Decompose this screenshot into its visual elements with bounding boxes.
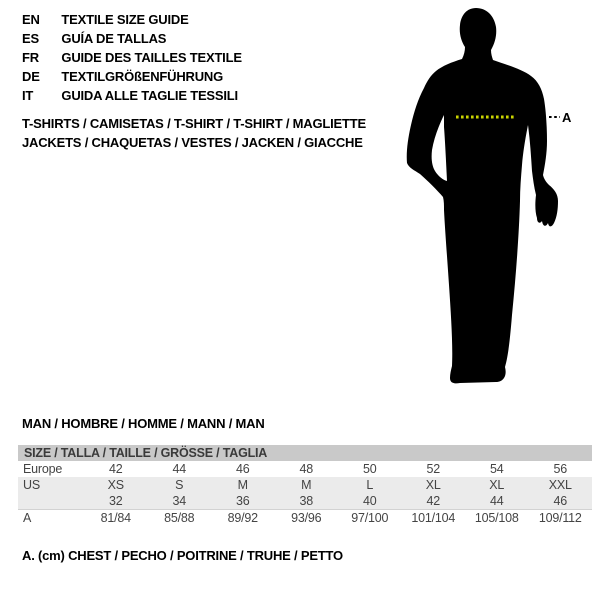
size-cell: 101/104 <box>402 510 466 527</box>
size-cell: 109/112 <box>529 510 593 527</box>
size-cell: 50 <box>362 462 377 476</box>
language-code: ES <box>22 31 39 46</box>
language-title: TEXTILGRÖßENFÜHRUNG <box>61 69 224 84</box>
row-label <box>18 493 84 510</box>
size-table-header: SIZE / TALLA / TAILLE / GRÖSSE / TAGLIA <box>18 445 592 461</box>
language-row-es <box>22 29 242 48</box>
size-cell: 36 <box>235 494 250 508</box>
language-title: GUIDE DES TAILLES TEXTILE <box>61 50 242 65</box>
size-cell: 81/84 <box>84 510 148 527</box>
size-cell: 44 <box>172 462 186 476</box>
table-row-europe <box>18 461 592 477</box>
size-cell: 93/96 <box>275 510 339 527</box>
garment-types <box>22 114 366 152</box>
language-code: FR <box>22 50 39 65</box>
table-row-us <box>18 477 592 493</box>
language-code: IT <box>22 88 34 103</box>
size-cell: 54 <box>489 462 504 476</box>
size-cell: 46 <box>553 494 567 508</box>
size-cell: 56 <box>553 462 567 476</box>
language-row-it <box>22 86 242 105</box>
language-row-en <box>22 10 242 29</box>
size-cell: L <box>366 478 374 492</box>
row-label: Europe <box>23 462 63 476</box>
language-code: DE <box>22 69 40 84</box>
size-cell: S <box>175 478 184 492</box>
size-cell: 105/108 <box>465 510 529 527</box>
measurement-footnote: A. (cm) CHEST / PECHO / POITRINE / TRUHE / PETTO <box>22 548 343 563</box>
size-cell: XL <box>425 478 441 492</box>
size-cell: 48 <box>299 462 313 476</box>
garment-line-jackets: JACKETS / CHAQUETAS / VESTES / JACKEN / GIACCHE <box>22 135 363 150</box>
language-row-fr <box>22 48 242 67</box>
table-row-numeric <box>18 493 592 510</box>
measure-label-a: A <box>562 110 572 125</box>
size-cell: 42 <box>108 462 123 476</box>
row-label: A <box>18 510 84 527</box>
size-cell: 85/88 <box>148 510 212 527</box>
size-cell: 42 <box>426 494 440 508</box>
size-cell: 97/100 <box>338 510 402 527</box>
size-cell: XXL <box>548 478 572 492</box>
size-cell: XL <box>489 478 505 492</box>
language-title: TEXTILE SIZE GUIDE <box>61 12 189 27</box>
garment-line-tshirts: T-SHIRTS / CAMISETAS / T-SHIRT / T-SHIRT / MAGLIETTE <box>22 116 366 131</box>
size-cell: 38 <box>299 494 313 508</box>
size-table <box>18 445 592 526</box>
language-title: GUIDA ALLE TAGLIE TESSILI <box>61 88 238 103</box>
size-cell: M <box>301 478 312 492</box>
size-cell: M <box>237 478 248 492</box>
size-cell: 40 <box>362 494 377 508</box>
section-title-man: MAN / HOMBRE / HOMME / MANN / MAN <box>22 416 265 431</box>
size-cell: 44 <box>489 494 504 508</box>
row-label: US <box>23 478 40 492</box>
language-code: EN <box>22 12 40 27</box>
man-body-shape <box>407 8 558 383</box>
table-row-chest-a <box>18 510 592 527</box>
size-cell: 46 <box>235 462 250 476</box>
size-cell: 32 <box>108 494 123 508</box>
size-cell: XS <box>107 478 124 492</box>
size-table-grid <box>18 461 592 526</box>
language-row-de <box>22 67 242 86</box>
language-list <box>22 10 242 105</box>
language-title: GUÍA DE TALLAS <box>61 31 167 46</box>
size-cell: 89/92 <box>211 510 275 527</box>
size-cell: 34 <box>172 494 186 508</box>
size-cell: 52 <box>426 462 440 476</box>
man-silhouette-figure <box>400 5 575 397</box>
